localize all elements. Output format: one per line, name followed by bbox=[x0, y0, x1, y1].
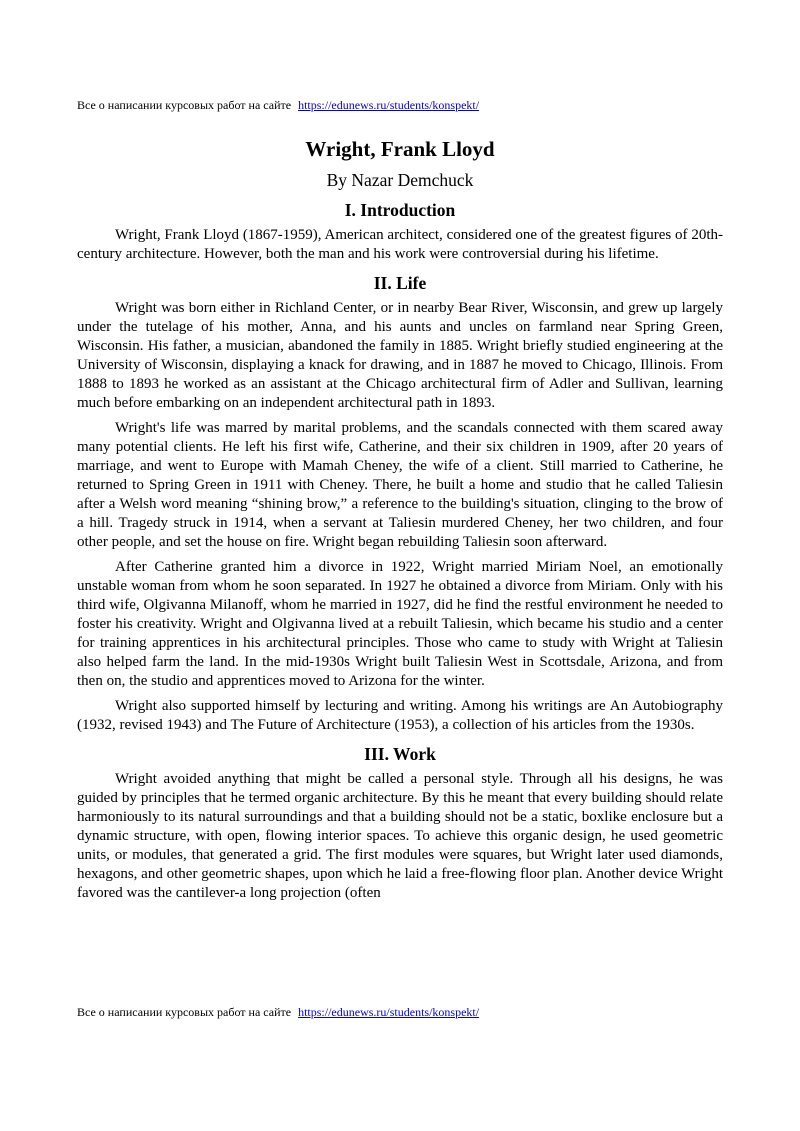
paragraph: Wright, Frank Lloyd (1867-1959), American architect, considered one of the greatest figures of 20th-century architecture. However, both the man and his work were controversial during his lifetime. bbox=[77, 227, 723, 262]
paragraph: Wright also supported himself by lecturing and writing. Among his writings are An Autobiography (1932, revised 1943) and The Future of Architecture (1953), a collection of his articles from the 1930s. bbox=[77, 698, 723, 733]
header-promo-link[interactable]: https://edunews.ru/students/konspekt/ bbox=[298, 98, 480, 112]
section-heading-work: III. Work bbox=[364, 744, 436, 764]
section-heading-introduction: I. Introduction bbox=[344, 200, 456, 220]
paragraph: After Catherine granted him a divorce in 1922, Wright married Miriam Noel, an emotionally unstable woman from whom he soon separated. In 1927 he obtained a divorce from Miriam. Only with his third wife, Olgivanna Milanoff, whom he married in 1927, did he find the restful environment he needed to foster his creativity. Wright and Olgivanna lived at a rebuilt Taliesin, which became his studio and a center for training apprentices in his architectural principles. Those who came to study with Wright at Taliesin also helped farm the land. In the mid-1930s Wright built Taliesin West in Scottsdale, Arizona, and from then on, the studio and apprentices moved to Arizona for the winter. bbox=[77, 559, 723, 689]
footer-promo-text: Все о написании курсовых работ на сайте bbox=[77, 1005, 292, 1019]
header-promo bbox=[77, 98, 479, 112]
paragraph: Wright's life was marred by marital problems, and the scandals connected with them scared away many potential clients. He left his first wife, Catherine, and their six children in 1909, after 20 years of marriage, and went to Europe with Mamah Cheney, the wife of a client. Still married to Catherine, he returned to Spring Green in 1911 with Cheney. There, he built a home and studio that he called Taliesin after a Welsh word meaning “shining brow,” a reference to the building's situation, clinging to the brow of a hill. Tragedy struck in 1914, when a servant at Taliesin murdered Cheney, her two children, and four other people, and set the house on fire. Wright began rebuilding Taliesin soon afterward. bbox=[77, 420, 723, 550]
article-body bbox=[77, 136, 723, 1006]
section-heading-life: II. Life bbox=[373, 273, 427, 293]
paragraph: Wright was born either in Richland Center, or in nearby Bear River, Wisconsin, and grew up largely under the tutelage of his mother, Anna, and his aunts and uncles on farmland near Spring Green, Wisconsin. His father, a musician, abandoned the family in 1885. Wright briefly studied engineering at the University of Wisconsin, displaying a knack for drawing, and in 1887 he moved to Chicago, Illinois. From 1888 to 1893 he worked as an assistant at the Chicago architectural firm of Adler and Sullivan, learning much before embarking on an independent architectural path in 1893. bbox=[77, 300, 723, 411]
footer-promo-link[interactable]: https://edunews.ru/students/konspekt/ bbox=[298, 1005, 480, 1019]
article-byline: By Nazar Demchuck bbox=[326, 170, 474, 190]
article-title: Wright, Frank Lloyd bbox=[305, 137, 495, 161]
paragraph: Wright avoided anything that might be called a personal style. Through all his designs, he was guided by principles that he termed organic architecture. By this he meant that every building should relate harmoniously to its natural surroundings and that a building should not be a static, boxlike enclosure but a dynamic structure, with open, flowing interior spaces. To achieve this organic design, he used geometric units, or modules, that generated a grid. The first modules were squares, but Wright later used diamonds, hexagons, and other geometric shapes, upon which he laid a free-flowing floor plan. Another device Wright favored was the cantilever-a long projection (often bbox=[77, 771, 723, 901]
header-promo-text: Все о написании курсовых работ на сайте bbox=[77, 98, 292, 112]
footer-promo bbox=[77, 1005, 479, 1019]
